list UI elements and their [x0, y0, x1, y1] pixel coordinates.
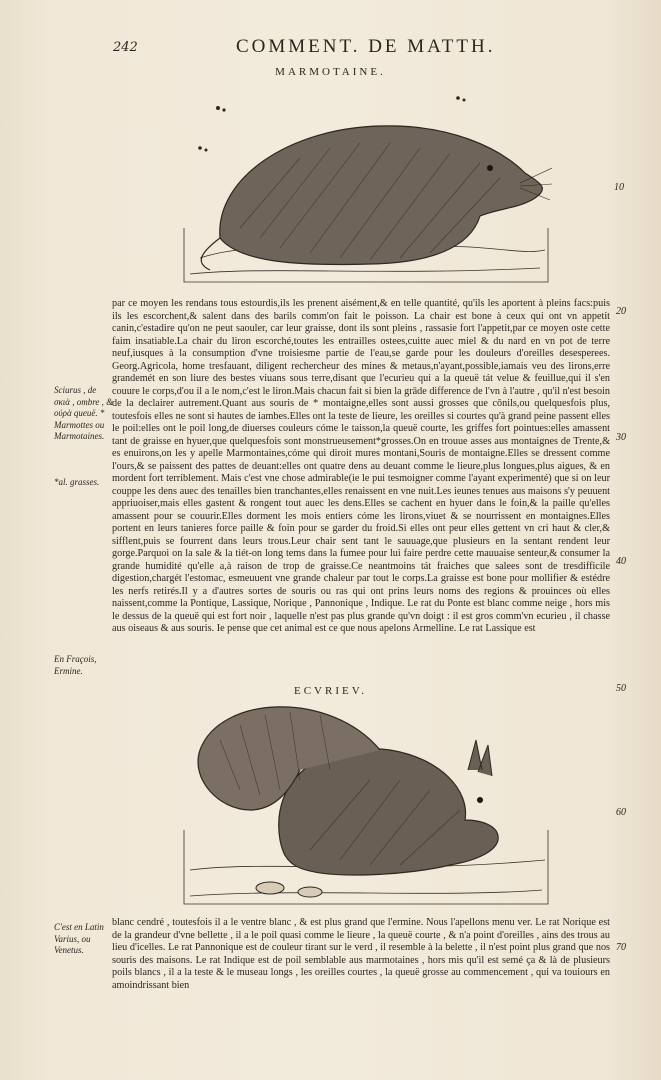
line-number-10: 10: [614, 182, 624, 193]
margin-note-sciurus: Sciurus , de σκιὰ , ombre , & οὐρὰ queuë. * Marmottes ou Marmotaines.: [54, 385, 114, 441]
paragraph-marmot: par ce moyen les rendans tous estourdis,ils les prenent aisément,& en telle quantité, qu'ils les aportent à pleins facs:puis ils les escorchent,& salent dans des barils comm'on fait le poisson. La chair est bone à ceux qui ont vn appetit canin,c'estadire qu'on ne peut saouler, car leur graisse, dont ils sont pleins , rassasie fort l'appetit,par ce moyen oste cette faim insatiable.La chair du liron escorché,toutes les entrailles ostees,cuitte auec miel & du nard en vn pot de terre neuf,iusques à la consumption d'vne troisiesme partie de l'eau,se garde pour les douleurs d'oreilles desesperees. Georg.Agricola, home tresfauant, diligent rechercheur des mines & metaus,n'ayant,possible,iamais veu des lirons,erre grandemét en son liure des bestes viuans sous terre,disant que l'ecurieu qui a la queuë tát velue & feuillue,qui il s'en couure le corps,d'ou il a le nom,c'est le liron.Mais chacun fait si bien la grāde difference de l'vn à l'autre , qu'il n'est besoin de la declairer autrement.Quant aus souris de * montaigne,elles sont aussi grosses que cōnils,ou quelquesfois plus, toutesfois elles ne sont si hautes de iambes.Elles ont la teste de lieure, les oreilles si courtes qu'à grand peine passent elles le poil:elles ont le poil long,de diuerses couleurs cóme le taisson,la queuë courte, les griffes fort pointues:elles amassent tant de graisse en hyuer,que quelquesfois sont monstrueusement*grosses.On en trouue asses aus montaignes de Trente,& es enuirons,on les y apelle Marmontaines,cóme qui diroit mures montani,Souris de montaigne.Elles se dressent comme l'ours,& se paissent des pattes de deuant:elles ont quatre dens au deuant comme le lieure,plus longues,plus aigues, & en mordent fort terriblement. Mais c'est vne chose admirable(ie le pui tesmoigner comme l'ayant experimenté) que si on leur couppe les dens auec des tenailles bien tranchantes,elles renaissent en vne nuit.Les ieunes tenues aus maisons s'y peuuent appriuoiser,mais elles gastent & rongent tout auec les dens.Elles se cachent en hyuer dans le foin,& la paille qu'elles amassent pour se couurir.Elles dorment les mois entiers cóme les lirons,viuet & se nourrissent en montaignes.Elles portent en leurs tanieres force paille & foin pour se garder du froid.Si elles ont peur elles gettent vn cri haut & cler,& sifflent,puis se fourrent dans leurs trous.Leur chair sent tant le sauuage,que plusieurs en la sentant rendent leur gorge.Parquoi on la sale & la tiét-on long tems dans la fumee pour lui faire perdre cette mauuaise senteur,& consumer la grande humidité qu'elle a,à raison de trop de graisse.Ce neantmoins tát fraiches que salees sont de tresdifficile digestion,chargét l'estomac, esmeuuent vne grande chaleur par tout le corps.La graisse est bone pour mollifier & estédre les nerfs retirés.Il y a d'autres sortes de souris ou ras qui ont prins leurs noms des regions & prouinces où elles naissent,comme la Pontique, Lassique, Norique , Pannonique , Indique. Le rat du Ponte est blanc comme neige , hors mis le dessus de la queuë qui est fort noir , laquelle n'est pas plus grande qu'vn doigt : il est gros comm'vn ecurieu , il chasse aus oiseaus & aus souris. Ie pense que cet animal est ce que nous apelons Armelline. Le rat Lassique est: [112, 298, 610, 634]
marmot-caption: MARMOTAINE.: [275, 66, 386, 78]
marmot-woodcut-illustration: [180, 88, 552, 288]
line-number-50: 50: [616, 683, 626, 694]
main-text-block-1: [112, 298, 610, 636]
running-head: COMMENT. DE MATTH.: [236, 36, 496, 57]
squirrel-woodcut-illustration: [180, 700, 552, 910]
page-number: 242: [113, 40, 138, 55]
margin-note-grasses: *al. grasses.: [54, 477, 100, 487]
margin-note-varius: C'est en Latin Varius, ou Venetus.: [54, 922, 104, 955]
line-number-60: 60: [616, 807, 626, 818]
line-number-30: 30: [616, 432, 626, 443]
paragraph-rats: blanc cendré , toutesfois il a le ventre blanc , & est plus grand que l'ermine. Nous l'apellons menu ver. Le rat Norique est de la grandeur d'vne bellette , il a le poil quasi comme le lieure , la queuë courte , & n'a point d'oreilles , ains des trous au lieu d'icelles. Le rat Pannonique est de couleur tirant sur le verd , il resemble à la belette , il n'est point plus grand que nos souris des maisons. Le rat Indique est de poil semblable aus marmotaines , hors mis qu'il est semé ça & là de plusieurs poils blancs , il a la teste & le museau longs , les oreilles courtes , la queuë grosse au commencement , qui va touiours en amoindrissant bien: [112, 917, 610, 991]
line-number-40: 40: [616, 556, 626, 567]
line-number-70: 70: [616, 942, 626, 953]
line-number-20: 20: [616, 306, 626, 317]
margin-note-ermine: En Fraçois, Ermine.: [54, 654, 97, 676]
main-text-block-2: [112, 917, 610, 992]
squirrel-caption: ECVRIEV.: [294, 685, 367, 697]
